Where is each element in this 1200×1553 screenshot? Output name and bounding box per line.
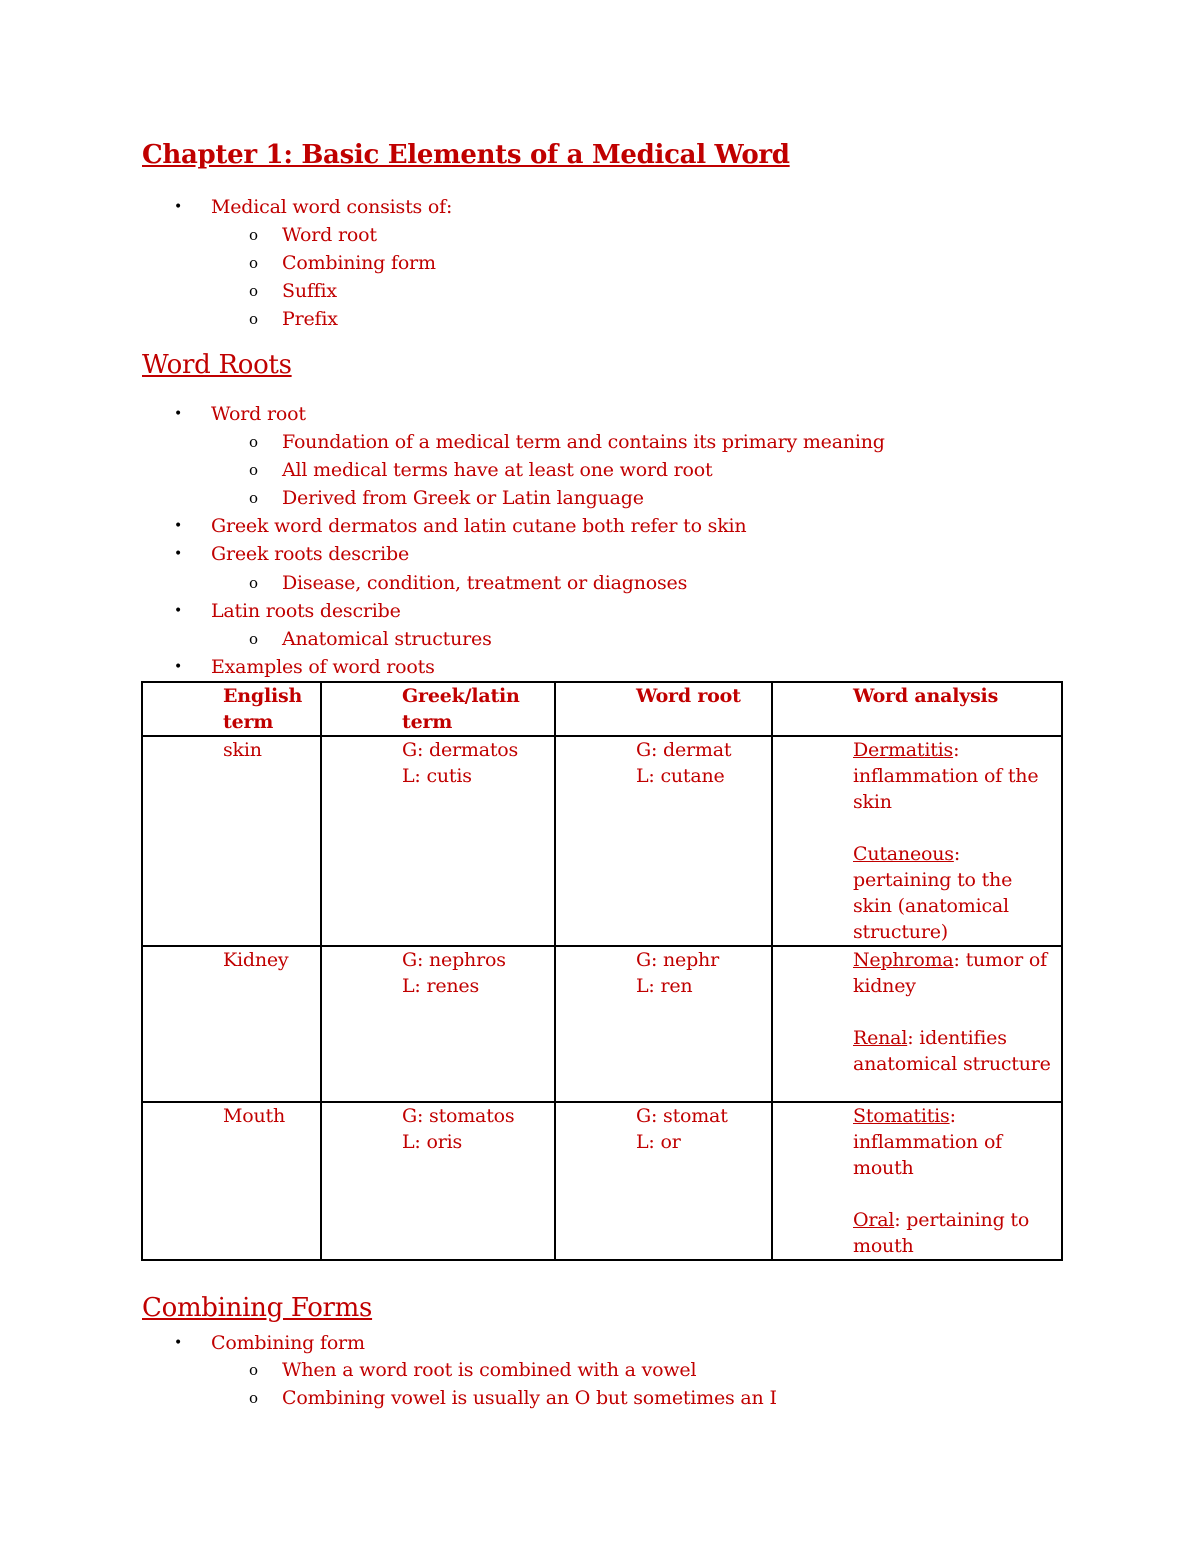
bullet-glyph: • bbox=[174, 659, 183, 675]
word-roots-bullet: Greek word dermatos and latin cutane both refer to skin bbox=[211, 515, 747, 537]
word-roots-table bbox=[141, 681, 1063, 1261]
intro-sub-item: Combining form bbox=[282, 252, 436, 274]
sub-bullet-glyph: o bbox=[249, 1389, 259, 1407]
word-roots-bullet: Examples of word roots bbox=[211, 656, 435, 678]
word-roots-sub-item: Foundation of a medical term and contains its primary meaning bbox=[282, 431, 885, 453]
english-term-cell: Mouth bbox=[142, 1102, 321, 1260]
analysis-term: Renal bbox=[853, 1027, 908, 1049]
bullet-glyph: • bbox=[174, 603, 183, 619]
sub-bullet-glyph: o bbox=[249, 630, 259, 648]
word-root-cell: G: dermat L: cutane bbox=[555, 736, 772, 946]
analysis-term: Stomatitis bbox=[853, 1105, 950, 1127]
greek-latin-cell: G: nephros L: renes bbox=[321, 946, 555, 1102]
analysis-term: Dermatitis bbox=[853, 739, 954, 761]
word-analysis-cell: Stomatitis: inflammation of mouth Oral: pertaining to mouth bbox=[772, 1102, 1062, 1260]
table-header-cell: Word analysis bbox=[772, 682, 1062, 736]
word-roots-heading: Word Roots bbox=[142, 350, 292, 380]
sub-bullet-glyph: o bbox=[249, 489, 259, 507]
sub-bullet-glyph: o bbox=[249, 254, 259, 272]
sub-bullet-glyph: o bbox=[249, 433, 259, 451]
combining-forms-bullet: Combining form bbox=[211, 1332, 365, 1354]
sub-bullet-glyph: o bbox=[249, 461, 259, 479]
bullet-glyph: • bbox=[174, 518, 183, 534]
bullet-glyph: • bbox=[174, 199, 183, 215]
chapter-title: Chapter 1: Basic Elements of a Medical Word bbox=[142, 140, 790, 170]
word-roots-sub-item: Anatomical structures bbox=[282, 628, 492, 650]
intro-sub-item: Word root bbox=[282, 224, 377, 246]
table-header-row bbox=[142, 682, 1062, 736]
word-root-cell: G: stomat L: or bbox=[555, 1102, 772, 1260]
english-term-cell: Kidney bbox=[142, 946, 321, 1102]
table-row bbox=[142, 1102, 1062, 1260]
greek-latin-cell: G: stomatos L: oris bbox=[321, 1102, 555, 1260]
table-row bbox=[142, 736, 1062, 946]
bullet-glyph: • bbox=[174, 546, 183, 562]
intro-sub-item: Prefix bbox=[282, 308, 338, 330]
intro-sub-item: Suffix bbox=[282, 280, 337, 302]
word-roots-sub-item: All medical terms have at least one word root bbox=[282, 459, 713, 481]
sub-bullet-glyph: o bbox=[249, 226, 259, 244]
word-roots-sub-item: Disease, condition, treatment or diagnoses bbox=[282, 572, 688, 594]
combining-forms-sub-item: When a word root is combined with a vowel bbox=[282, 1359, 697, 1381]
word-roots-bullet: Latin roots describe bbox=[211, 600, 401, 622]
greek-latin-cell: G: dermatos L: cutis bbox=[321, 736, 555, 946]
combining-forms-sub-item: Combining vowel is usually an O but sometimes an I bbox=[282, 1387, 777, 1409]
table-header-cell: Greek/latin term bbox=[321, 682, 555, 736]
table-header-cell: English term bbox=[142, 682, 321, 736]
sub-bullet-glyph: o bbox=[249, 282, 259, 300]
table-header-cell: Word root bbox=[555, 682, 772, 736]
word-roots-bullet: Word root bbox=[211, 403, 306, 425]
word-analysis-cell: Nephroma: tumor of kidney Renal: identifies anatomical structure bbox=[772, 946, 1062, 1102]
sub-bullet-glyph: o bbox=[249, 1361, 259, 1379]
word-analysis-cell: Dermatitis: inflammation of the skin Cutaneous: pertaining to the skin (anatomical structure) bbox=[772, 736, 1062, 946]
analysis-term: Cutaneous bbox=[853, 843, 954, 865]
analysis-term: Nephroma bbox=[853, 949, 954, 971]
english-term-cell: skin bbox=[142, 736, 321, 946]
combining-forms-heading: Combining Forms bbox=[142, 1293, 373, 1323]
intro-bullet: Medical word consists of: bbox=[211, 196, 453, 218]
sub-bullet-glyph: o bbox=[249, 574, 259, 592]
sub-bullet-glyph: o bbox=[249, 310, 259, 328]
word-root-cell: G: nephr L: ren bbox=[555, 946, 772, 1102]
word-roots-bullet: Greek roots describe bbox=[211, 543, 410, 565]
bullet-glyph: • bbox=[174, 406, 183, 422]
table-row bbox=[142, 946, 1062, 1102]
analysis-term: Oral bbox=[853, 1209, 895, 1231]
word-roots-sub-item: Derived from Greek or Latin language bbox=[282, 487, 644, 509]
bullet-glyph: • bbox=[174, 1335, 183, 1351]
